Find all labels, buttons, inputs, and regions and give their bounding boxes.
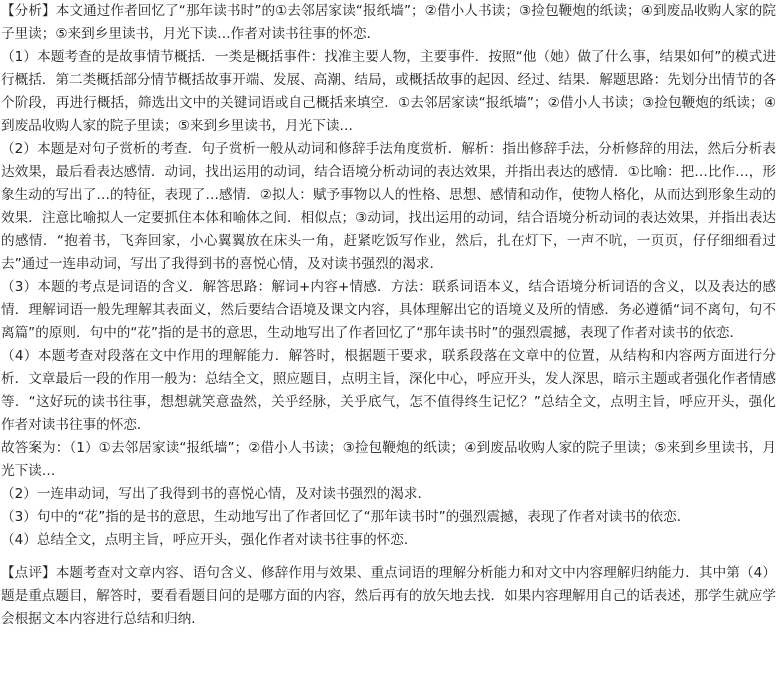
question-4-explanation: （4）本题考查对段落在文中作用的理解能力．解答时，根据题干要求，联系段落在文章中的位置，从结构和内容两方面进行分析．文章最后一段的作用一般为：总结全文，照应题目，点明主旨，深化中心，呼应开头，发人深思，暗示主题或者强化作者情感等．“这好玩的读书往事，想想就笑意盎然，关乎经脉，关乎底气，怎不值得终生记忆？”总结全文，点明主旨，呼应开头，强化作者对读书往事的怀恋． (1, 348, 776, 433)
answer-1: 故答案为：（1）①去邻居家读“报纸墙”；②借小人书读；③捡包鞭炮的纸读；④到废品收购人家的院子里读；⑤来到乡里读书，月光下读… (1, 440, 776, 479)
spacer (1, 552, 776, 562)
answer-4: （4）总结全文，点明主旨，呼应开头，强化作者对读书往事的怀恋． (1, 532, 418, 548)
comment-paragraph: 【点评】本题考查对文章内容、语句含义、修辞作用与效果、重点词语的理解分析能力和对文中内容理解归纳能力．其中第（4）题是重点题目，解答时，要看看题目问的是哪方面的内容，然后再有的放矢地去找．如果内容理解用自己的话表述，那学生就应学会根据文本内容进行总结和归纳． (1, 565, 776, 627)
analysis-paragraph: 【分析】本文通过作者回忆了“那年读书时”的①去邻居家读“报纸墙”；②借小人书读；③捡包鞭炮的纸读；④到废品收购人家的院子里读；⑤来到乡里读书，月光下读…作者对读书往事的怀恋． (1, 3, 776, 42)
question-3-explanation: （3）本题的考点是词语的含义．解答思路：解词+内容+情感．方法：联系词语本义，结合语境分析词语的含义，以及表达的感情．理解词语一般先理解其表面义，然后要结合语境及课文内容，具体理解出它的语境义及所的情感．务必遵循“词不离句，句不离篇”的原则．句中的“花”指的是书的意思，生动地写出了作者回忆了“那年读书时”的强烈震撼，表现了作者对读书的依恋． (1, 279, 776, 341)
answer-2: （2）一连串动词，写出了我得到书的喜悦心情，及对读书强烈的渴求． (1, 486, 432, 502)
question-2-explanation: （2）本题是对句子赏析的考查．句子赏析一般从动词和修辞手法角度赏析．解析：指出修辞手法，分析修辞的用法，然后分析表达效果，最后看表达感情．动词，找出运用的动词，结合语境分析动词的表达效果，并指出表达的感情．①比喻：把…比作…，形象生动的写出了…的特征，表现了…感情．②拟人：赋予事物以人的性格、思想、感情和动作，使物人格化，从而达到形象生动的效果．注意比喻拟人一定要抓住本体和喻体之间．相似点；③动词，找出运用的动词，结合语境分析动词的表达效果，并指出表达的感情．“抱着书，飞奔回家，小心翼翼放在床头一角，赶紧吃饭写作业，然后，扎在灯下，一声不吭，一页页，仔仔细细看过去”通过一连串动词，写出了我得到书的喜悦心情，及对读书强烈的渴求． (1, 141, 776, 272)
question-1-explanation: （1）本题考查的是故事情节概括．一类是概括事件：找准主要人物，主要事件．按照“他（她）做了什么事，结果如何”的模式进行概括．第二类概括部分情节概括故事开端、发展、高潮、结局，或概括故事的起因、经过、结果．解题思路：先划分出情节的各个阶段，再进行概括，筛选出文中的关键词语或自己概括来填空．①去邻居家读“报纸墙”；②借小人书读；③捡包鞭炮的纸读；④到废品收购人家的院子里读；⑤来到乡里读书，月光下读… (1, 49, 776, 134)
answer-3: （3）句中的“花”指的是书的意思，生动地写出了作者回忆了“那年读书时”的强烈震撼，表现了作者对读书的依恋． (1, 509, 691, 525)
